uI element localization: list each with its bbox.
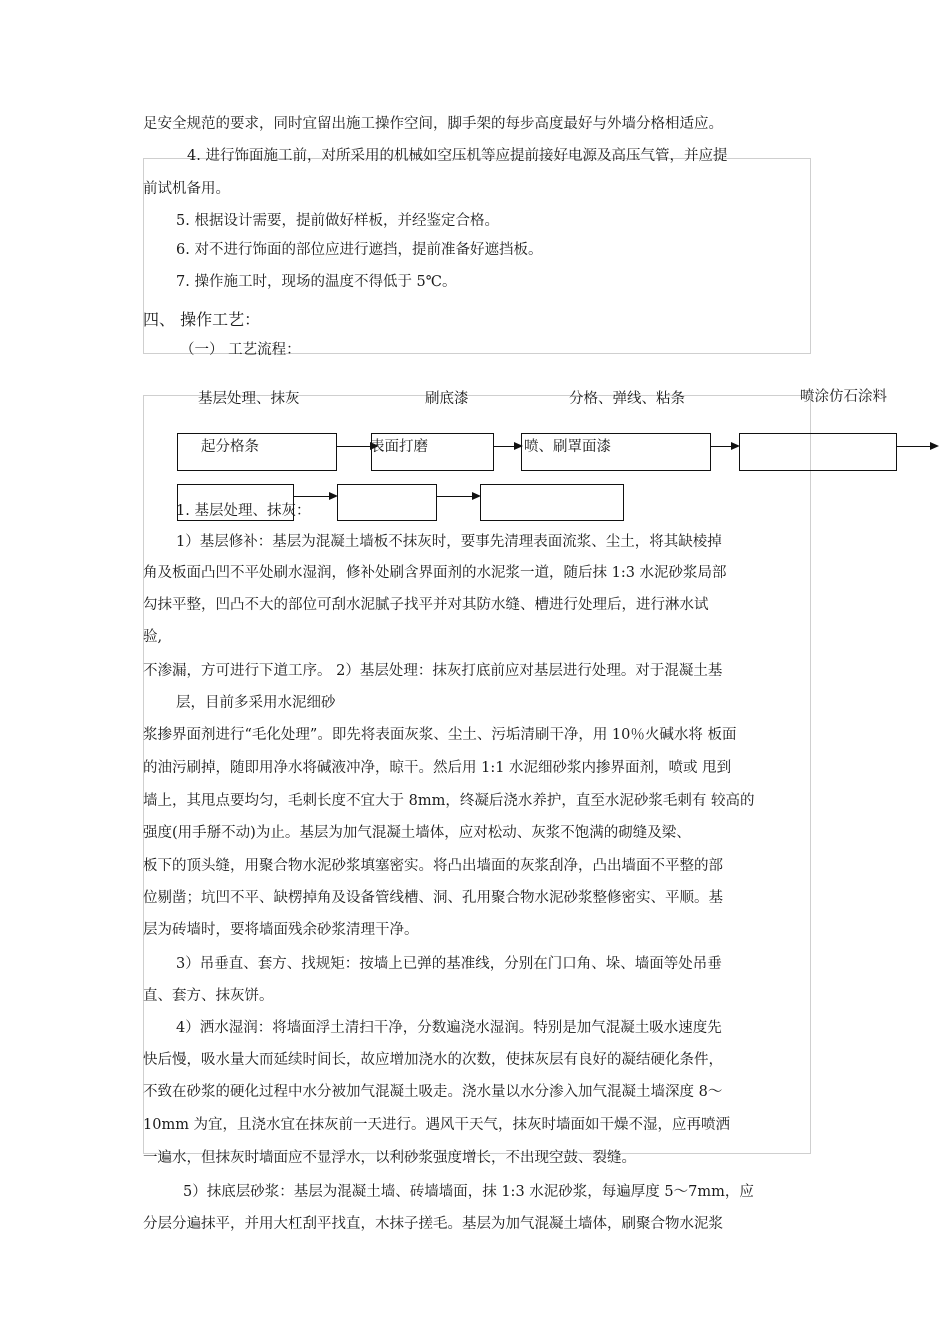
text-line: 4. 进行饰面施工前，对所采用的机械如空压机等应提前接好电源及高压气管，并应提 (187, 148, 728, 164)
text-line: 7. 操作施工时，现场的温度不得低于 5℃。 (176, 274, 457, 290)
text-line: 勾抹平整，凹凸不大的部位可刮水泥腻子找平并对其防水缝、槽进行处理后，进行淋水试 (143, 597, 709, 613)
flow-arrow (897, 446, 931, 447)
flow-label: 起分格条 (201, 439, 259, 455)
item-heading: 1. 基层处理、抹灰： (176, 503, 311, 519)
text-line: 4）洒水湿润：将墙面浮土清扫干净，分数遍浇水湿润。特别是加气混凝土吸水速度先 (176, 1020, 722, 1036)
text-line: 的油污刷掉，随即用净水将碱液冲净，晾干。然后用 1:1 水泥细砂浆内掺界面剂，喷或 甩到 (143, 760, 732, 776)
text-line: 一遍水，但抹灰时墙面应不显浮水，以利砂浆强度增长，不出现空鼓、裂缝。 (143, 1150, 636, 1166)
text-line: 前试机备用。 (143, 181, 230, 197)
text-line: 1）基层修补：基层为混凝土墙板不抹灰时，要事先清理表面流浆、尘土，将其缺棱掉 (176, 534, 722, 550)
text-line: 验, (143, 629, 163, 645)
flow-label: 分格、弹线、粘条 (569, 391, 685, 407)
text-line: 6. 对不进行饰面的部位应进行遮挡，提前准备好遮挡板。 (176, 242, 543, 258)
flow-box (480, 484, 624, 521)
flow-box (337, 484, 437, 521)
flow-arrow (294, 496, 330, 497)
text-line: 角及板面凸凹不平处刷水湿润，修补处刷含界面剂的水泥浆一道，随后抹 1:3 水泥砂浆局部 (143, 565, 727, 581)
text-line: 层为砖墙时，要将墙面残余砂浆清理干净。 (143, 922, 419, 938)
flow-arrow (337, 446, 371, 447)
text-line: 3）吊垂直、套方、找规矩：按墙上已弹的基准线，分别在门口角、垛、墙面等处吊垂 (176, 956, 722, 972)
text-line: 不致在砂浆的硬化过程中水分被加气混凝土吸走。浇水量以水分渗入加气混凝土墙深度 8～ (143, 1084, 723, 1100)
text-line: 5. 根据设计需要，提前做好样板，并经鉴定合格。 (176, 213, 499, 229)
flow-arrow (494, 446, 515, 447)
flow-label: 喷、刷罩面漆 (524, 439, 611, 455)
text-line: 快后慢，吸水量大而延续时间长，故应增加浇水的次数，使抹灰层有良好的凝结硬化条件， (143, 1052, 723, 1068)
text-line: 板下的顶头缝，用聚合物水泥砂浆填塞密实。将凸出墙面的灰浆刮净，凸出墙面不平整的部 (143, 858, 723, 874)
text-line: 分层分遍抹平，并用大杠刮平找直，木抹子搓毛。基层为加气混凝土墙体，刷聚合物水泥浆 (143, 1216, 723, 1232)
text-line: 层，目前多采用水泥细砂 (176, 695, 336, 711)
section-heading: 四、 操作工艺： (143, 310, 261, 329)
text-line: 足安全规范的要求，同时宜留出施工操作空间，脚手架的每步高度最好与外墙分格相适应。 (143, 116, 723, 132)
text-line: 不渗漏，方可进行下道工序。 2）基层处理：抹灰打底前应对基层进行处理。对于混凝土基 (143, 663, 723, 679)
text-line: 5）抹底层砂浆：基层为混凝土墙、砖墙墙面，抹 1:3 水泥砂浆，每遍厚度 5～7mm，应 (183, 1184, 754, 1200)
text-line: 位剔凿；坑凹不平、缺楞掉角及设备管线槽、洞、孔用聚合物水泥砂浆整修密实、平顺。基 (143, 890, 723, 906)
text-line: 直、套方、抹灰饼。 (143, 988, 274, 1004)
flow-box (739, 433, 897, 471)
text-line: 浆掺界面剂进行“毛化处理”。即先将表面灰浆、尘土、污垢清刷干净，用 10％火碱水将 板面 (143, 727, 737, 743)
flow-arrow (711, 446, 732, 447)
text-line: 墙上，其甩点要均匀，毛刺长度不宜大于 8mm，终凝后浇水养护，直至水泥砂浆毛刺有 较高的 (143, 793, 755, 809)
flow-label: 喷涂仿石涂料 (800, 389, 887, 405)
flow-arrow (437, 496, 473, 497)
flow-label: 基层处理、抹灰 (198, 391, 300, 407)
flow-label: 刷底漆 (425, 391, 469, 407)
flow-label: 表面打磨 (370, 439, 428, 455)
text-line: 强度(用手掰不动)为止。基层为加气混凝土墙体，应对松动、灰浆不饱满的砌缝及梁、 (143, 825, 691, 841)
text-line: 10mm 为宜，且浇水宜在抹灰前一天进行。遇风干天气，抹灰时墙面如干燥不湿，应再喷洒 (143, 1117, 731, 1133)
subsection-heading: （一） 工艺流程： (180, 342, 301, 358)
